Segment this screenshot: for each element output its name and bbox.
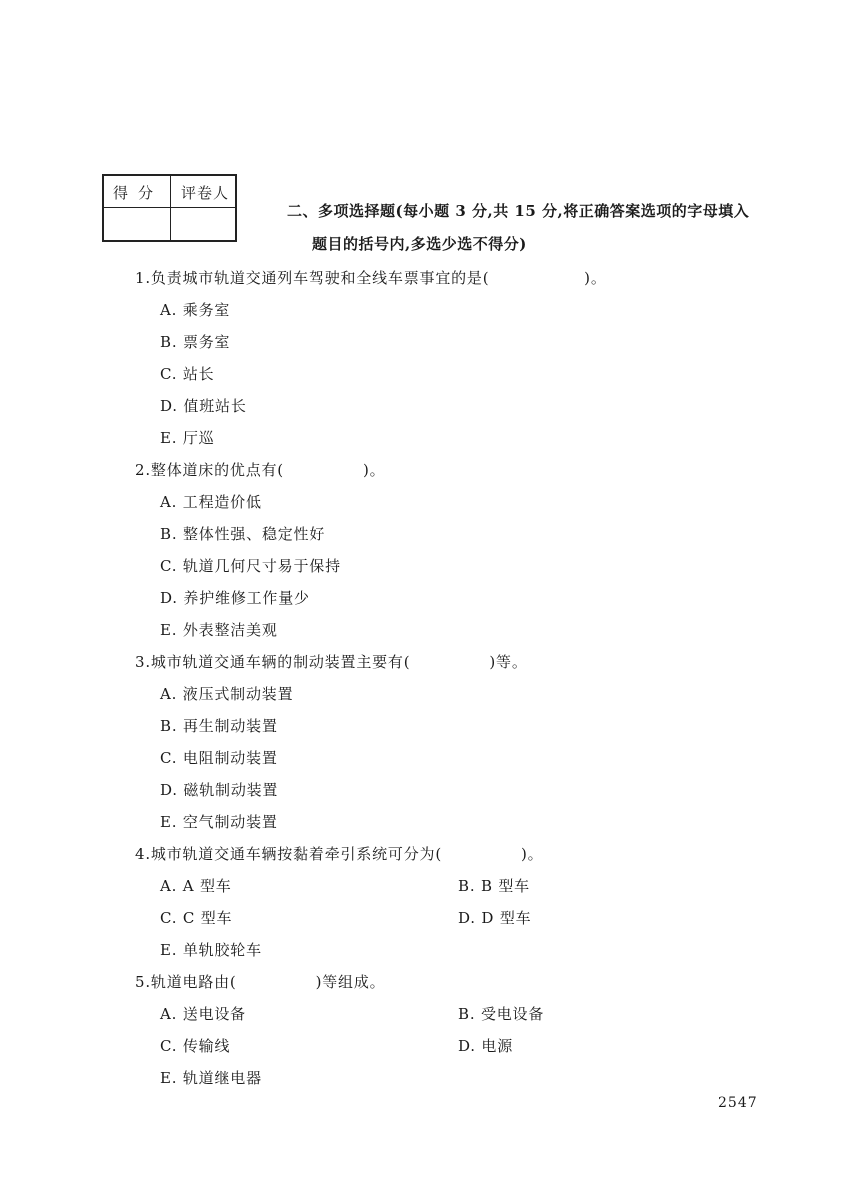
- question-3-option-b: B. 再生制动装置: [160, 717, 278, 735]
- section-title-line2: 题目的括号内,多选少选不得分): [312, 235, 527, 253]
- question-4-option-b: B. B 型车: [458, 877, 530, 895]
- question-5-option-b: B. 受电设备: [458, 1005, 545, 1023]
- question-4-option-a: A. A 型车: [160, 877, 232, 895]
- question-2-option-c: C. 轨道几何尺寸易于保持: [160, 557, 341, 575]
- score-label: 得分: [112, 184, 163, 202]
- question-2-option-b: B. 整体性强、稳定性好: [160, 525, 326, 543]
- question-3-option-a: A. 液压式制动装置: [160, 685, 294, 703]
- question-3-stem: 3.城市轨道交通车辆的制动装置主要有( )等。: [135, 653, 528, 671]
- score-table-divider-vertical: [170, 176, 171, 240]
- score-table-divider-horizontal: [104, 207, 235, 208]
- grader-label: 评卷人: [180, 184, 229, 202]
- question-3-option-c: C. 电阻制动装置: [160, 749, 278, 767]
- question-5-option-e: E. 轨道继电器: [160, 1069, 262, 1087]
- question-5-option-c: C. 传输线: [160, 1037, 231, 1055]
- question-2-option-a: A. 工程造价低: [160, 493, 262, 511]
- question-4-option-e: E. 单轨胶轮车: [160, 941, 262, 959]
- question-5-option-d: D. 电源: [458, 1037, 514, 1055]
- question-4-stem: 4.城市轨道交通车辆按黏着牵引系统可分为( )。: [135, 845, 544, 863]
- question-1-stem: 1.负责城市轨道交通列车驾驶和全线车票事宜的是( )。: [135, 269, 607, 287]
- question-1-option-e: E. 厅巡: [160, 429, 215, 447]
- question-1-option-a: A. 乘务室: [160, 301, 231, 319]
- question-2-option-e: E. 外表整洁美观: [160, 621, 278, 639]
- question-5-stem: 5.轨道电路由( )等组成。: [135, 973, 386, 991]
- question-2-option-d: D. 养护维修工作量少: [160, 589, 310, 607]
- question-1-option-b: B. 票务室: [160, 333, 231, 351]
- question-4-option-c: C. C 型车: [160, 909, 233, 927]
- page-number: 2547: [718, 1095, 758, 1111]
- question-1-option-d: D. 值班站长: [160, 397, 247, 415]
- question-3-option-d: D. 磁轨制动装置: [160, 781, 279, 799]
- question-3-option-e: E. 空气制动装置: [160, 813, 278, 831]
- score-table: [102, 174, 237, 242]
- section-title-line1: 二、多项选择题(每小题 3 分,共 15 分,将正确答案选项的字母填入: [287, 202, 750, 220]
- question-2-stem: 2.整体道床的优点有( )。: [135, 461, 386, 479]
- question-1-option-c: C. 站长: [160, 365, 215, 383]
- question-5-option-a: A. 送电设备: [160, 1005, 246, 1023]
- question-4-option-d: D. D 型车: [458, 909, 532, 927]
